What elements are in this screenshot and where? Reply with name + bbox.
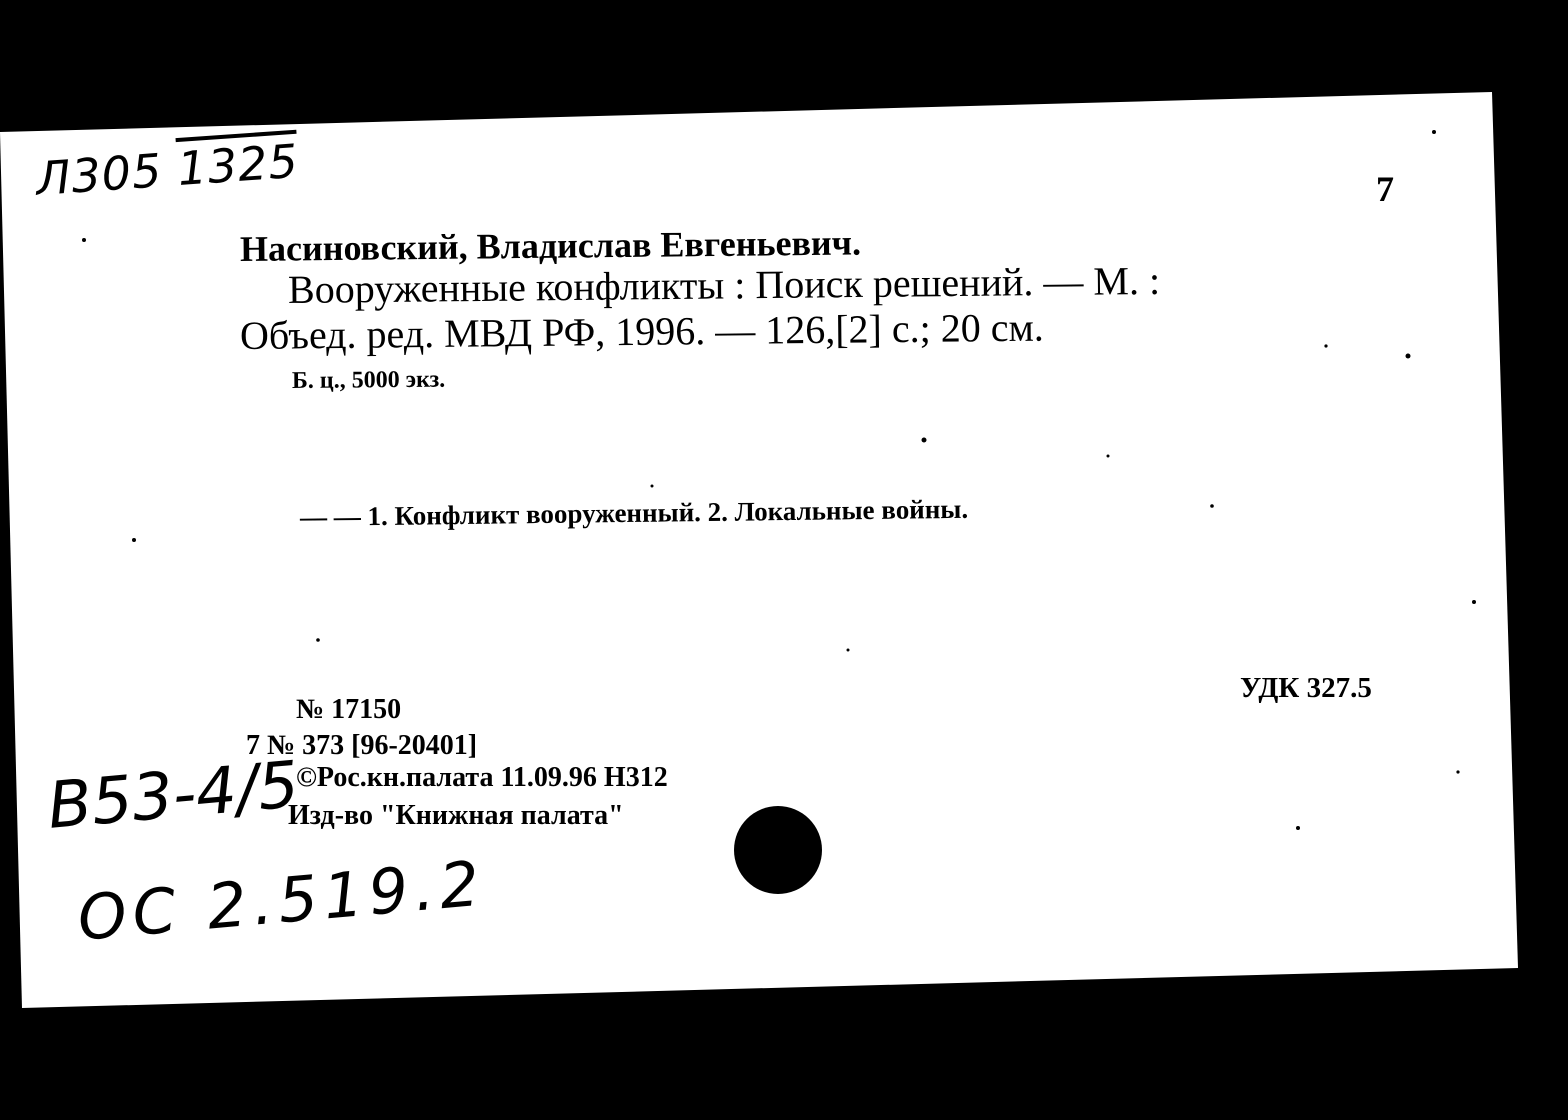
author-heading: Насиновский, Владислав Евгеньевич.: [239, 222, 862, 269]
bibliographic-line: ©Рос.кн.палата 11.09.96 Н312: [296, 762, 668, 793]
bibliographic-line: 7 № 373 [96-20401]: [246, 730, 478, 761]
call-number-prefix: Л305: [34, 143, 164, 206]
title-statement: Вооруженные конфликты : Поиск решений. — М. :: [287, 257, 1161, 312]
call-number-overline: 1325: [175, 133, 301, 197]
udk-classification: УДК 327.5: [1240, 672, 1372, 704]
card-number: 7: [1376, 169, 1394, 209]
bibliographic-line: Изд-во "Книжная палата": [288, 800, 624, 831]
price-and-print-run: Б. ц., 5000 экз.: [291, 366, 446, 394]
bibliographic-line: № 17150: [296, 694, 402, 725]
handwritten-shelf-mark: В53-4/5: [44, 748, 302, 844]
handwritten-classification-code: ОС 2.519.2: [74, 846, 489, 955]
subject-headings: — — 1. Конфликт вооруженный. 2. Локальные войны.: [299, 493, 969, 532]
punch-hole: [734, 806, 822, 894]
imprint-statement: Объед. ред. МВД РФ, 1996. — 126,[2] с.; 20 см.: [239, 304, 1045, 358]
